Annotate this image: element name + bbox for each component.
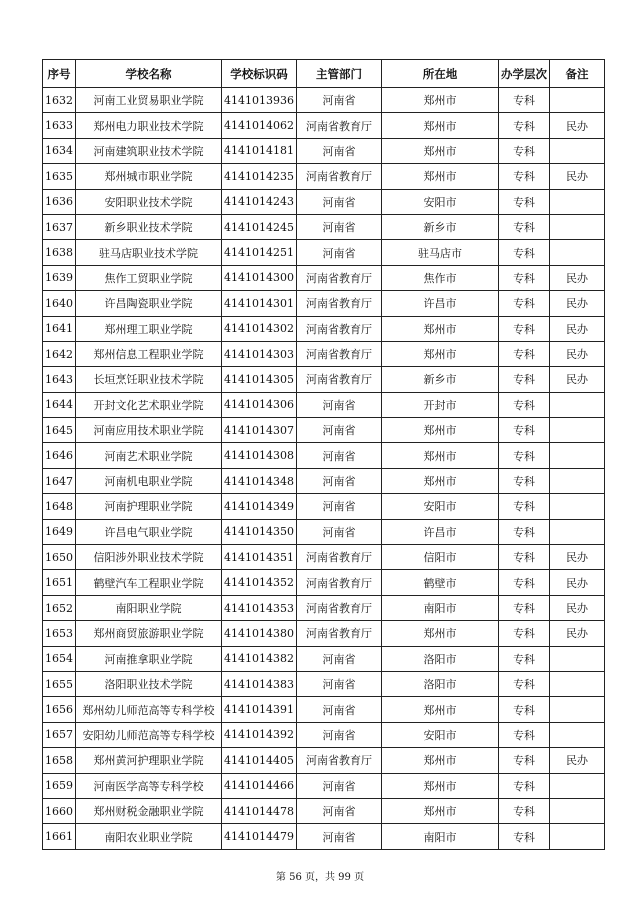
cell-department: 河南省教育厅 [297,291,382,316]
cell-school-name: 郑州幼儿师范高等专科学校 [76,697,222,722]
cell-remark: 民办 [550,341,605,366]
table-header-row [43,60,605,88]
cell-remark [550,519,605,544]
cell-level: 专科 [499,240,550,265]
cell-seq: 1636 [43,189,76,214]
table-row [43,189,605,214]
cell-seq: 1633 [43,113,76,138]
table-row [43,494,605,519]
cell-school-code: 4141014300 [222,265,297,290]
cell-school-code: 4141014383 [222,671,297,696]
table-row [43,164,605,189]
cell-school-code: 4141014466 [222,773,297,798]
cell-department: 河南省 [297,392,382,417]
cell-remark: 民办 [550,367,605,392]
table-row [43,646,605,671]
cell-seq: 1639 [43,265,76,290]
cell-department: 河南省教育厅 [297,595,382,620]
table-row [43,824,605,849]
cell-level: 专科 [499,748,550,773]
cell-school-code: 4141014380 [222,621,297,646]
cell-location: 郑州市 [382,773,499,798]
cell-remark: 民办 [550,545,605,570]
cell-seq: 1658 [43,748,76,773]
cell-school-name: 长垣烹饪职业技术学院 [76,367,222,392]
cell-remark [550,494,605,519]
cell-location: 洛阳市 [382,646,499,671]
cell-level: 专科 [499,418,550,443]
table-row [43,545,605,570]
table-row [43,392,605,417]
cell-level: 专科 [499,773,550,798]
cell-location: 郑州市 [382,164,499,189]
cell-level: 专科 [499,113,550,138]
cell-school-name: 河南应用技术职业学院 [76,418,222,443]
cell-location: 郑州市 [382,138,499,163]
table-row [43,468,605,493]
cell-seq: 1650 [43,545,76,570]
table-row [43,519,605,544]
cell-location: 许昌市 [382,291,499,316]
cell-school-code: 4141014351 [222,545,297,570]
cell-seq: 1652 [43,595,76,620]
cell-seq: 1641 [43,316,76,341]
cell-remark [550,824,605,849]
cell-remark: 民办 [550,164,605,189]
cell-remark: 民办 [550,316,605,341]
cell-location: 郑州市 [382,697,499,722]
cell-remark: 民办 [550,265,605,290]
cell-seq: 1645 [43,418,76,443]
cell-remark [550,468,605,493]
cell-department: 河南省教育厅 [297,316,382,341]
cell-remark: 民办 [550,748,605,773]
header-school-name: 学校名称 [76,60,222,88]
cell-school-code: 4141014382 [222,646,297,671]
cell-location: 安阳市 [382,189,499,214]
cell-level: 专科 [499,189,550,214]
cell-level: 专科 [499,646,550,671]
cell-school-code: 4141014348 [222,468,297,493]
cell-location: 安阳市 [382,722,499,747]
cell-level: 专科 [499,570,550,595]
header-school-code: 学校标识码 [222,60,297,88]
cell-school-name: 南阳农业职业学院 [76,824,222,849]
cell-department: 河南省 [297,671,382,696]
page-footer: 第 56 页，共 99 页 [275,872,365,883]
cell-department: 河南省教育厅 [297,621,382,646]
cell-seq: 1646 [43,443,76,468]
cell-school-name: 驻马店职业技术学院 [76,240,222,265]
cell-seq: 1647 [43,468,76,493]
cell-school-name: 信阳涉外职业技术学院 [76,545,222,570]
table-row [43,748,605,773]
table-row [43,214,605,239]
table-row [43,621,605,646]
cell-school-code: 4141014301 [222,291,297,316]
cell-location: 新乡市 [382,367,499,392]
cell-level: 专科 [499,545,550,570]
cell-seq: 1632 [43,88,76,113]
cell-seq: 1651 [43,570,76,595]
table-row [43,798,605,823]
cell-department: 河南省教育厅 [297,545,382,570]
cell-location: 鹤壁市 [382,570,499,595]
cell-school-code: 4141014306 [222,392,297,417]
cell-school-code: 4141014181 [222,138,297,163]
cell-school-code: 4141014392 [222,722,297,747]
cell-location: 安阳市 [382,494,499,519]
cell-remark [550,798,605,823]
cell-level: 专科 [499,722,550,747]
cell-school-code: 4141014235 [222,164,297,189]
cell-location: 焦作市 [382,265,499,290]
cell-department: 河南省教育厅 [297,164,382,189]
header-department: 主管部门 [297,60,382,88]
cell-location: 新乡市 [382,214,499,239]
cell-school-code: 4141014251 [222,240,297,265]
cell-school-name: 开封文化艺术职业学院 [76,392,222,417]
cell-location: 洛阳市 [382,671,499,696]
cell-seq: 1655 [43,671,76,696]
cell-school-name: 郑州商贸旅游职业学院 [76,621,222,646]
table-row [43,88,605,113]
table-row [43,341,605,366]
cell-location: 郑州市 [382,443,499,468]
cell-location: 驻马店市 [382,240,499,265]
cell-department: 河南省 [297,824,382,849]
cell-level: 专科 [499,494,550,519]
cell-school-name: 河南医学高等专科学校 [76,773,222,798]
cell-school-code: 4141014353 [222,595,297,620]
header-seq: 序号 [43,60,76,88]
cell-seq: 1656 [43,697,76,722]
cell-remark [550,418,605,443]
cell-seq: 1660 [43,798,76,823]
cell-school-code: 4141014308 [222,443,297,468]
cell-seq: 1637 [43,214,76,239]
cell-school-name: 河南机电职业学院 [76,468,222,493]
table-row [43,367,605,392]
cell-school-code: 4141014352 [222,570,297,595]
cell-level: 专科 [499,798,550,823]
table-body [43,88,605,850]
cell-department: 河南省 [297,88,382,113]
cell-department: 河南省 [297,443,382,468]
cell-school-code: 4141014303 [222,341,297,366]
cell-remark [550,189,605,214]
cell-school-name: 安阳幼儿师范高等专科学校 [76,722,222,747]
cell-school-code: 4141014305 [222,367,297,392]
cell-department: 河南省教育厅 [297,113,382,138]
cell-level: 专科 [499,367,550,392]
cell-remark [550,671,605,696]
header-remark: 备注 [550,60,605,88]
cell-seq: 1634 [43,138,76,163]
cell-school-name: 河南推拿职业学院 [76,646,222,671]
cell-department: 河南省教育厅 [297,367,382,392]
cell-remark [550,443,605,468]
cell-remark [550,214,605,239]
cell-level: 专科 [499,291,550,316]
cell-level: 专科 [499,341,550,366]
cell-department: 河南省 [297,697,382,722]
cell-location: 郑州市 [382,113,499,138]
cell-level: 专科 [499,265,550,290]
cell-level: 专科 [499,621,550,646]
cell-remark [550,392,605,417]
cell-level: 专科 [499,595,550,620]
cell-seq: 1640 [43,291,76,316]
cell-level: 专科 [499,468,550,493]
cell-remark [550,646,605,671]
cell-department: 河南省 [297,138,382,163]
cell-seq: 1635 [43,164,76,189]
cell-seq: 1659 [43,773,76,798]
cell-location: 郑州市 [382,316,499,341]
cell-remark: 民办 [550,291,605,316]
cell-remark [550,697,605,722]
table-row [43,671,605,696]
cell-level: 专科 [499,443,550,468]
table-row [43,240,605,265]
cell-school-name: 河南工业贸易职业学院 [76,88,222,113]
cell-school-code: 4141014350 [222,519,297,544]
cell-school-code: 4141014307 [222,418,297,443]
cell-remark [550,773,605,798]
cell-school-name: 郑州财税金融职业学院 [76,798,222,823]
cell-level: 专科 [499,519,550,544]
cell-location: 郑州市 [382,341,499,366]
table-row [43,418,605,443]
cell-school-name: 新乡职业技术学院 [76,214,222,239]
cell-level: 专科 [499,316,550,341]
cell-location: 郑州市 [382,798,499,823]
cell-school-name: 洛阳职业技术学院 [76,671,222,696]
cell-school-code: 4141013936 [222,88,297,113]
cell-school-code: 4141014391 [222,697,297,722]
cell-level: 专科 [499,697,550,722]
cell-seq: 1638 [43,240,76,265]
cell-level: 专科 [499,671,550,696]
cell-level: 专科 [499,824,550,849]
table-row [43,722,605,747]
table-row [43,697,605,722]
cell-school-name: 焦作工贸职业学院 [76,265,222,290]
table-row [43,291,605,316]
cell-department: 河南省 [297,646,382,671]
cell-department: 河南省教育厅 [297,265,382,290]
table-row [43,570,605,595]
cell-school-name: 郑州信息工程职业学院 [76,341,222,366]
cell-school-code: 4141014062 [222,113,297,138]
header-location: 所在地 [382,60,499,88]
cell-department: 河南省 [297,189,382,214]
cell-department: 河南省 [297,240,382,265]
cell-department: 河南省 [297,418,382,443]
cell-department: 河南省教育厅 [297,748,382,773]
cell-school-name: 许昌电气职业学院 [76,519,222,544]
cell-department: 河南省 [297,722,382,747]
cell-seq: 1654 [43,646,76,671]
cell-school-name: 河南艺术职业学院 [76,443,222,468]
cell-remark: 民办 [550,595,605,620]
cell-school-name: 河南护理职业学院 [76,494,222,519]
cell-location: 郑州市 [382,748,499,773]
cell-location: 许昌市 [382,519,499,544]
cell-level: 专科 [499,138,550,163]
table-row [43,316,605,341]
cell-remark: 民办 [550,621,605,646]
cell-location: 郑州市 [382,88,499,113]
cell-level: 专科 [499,88,550,113]
cell-level: 专科 [499,164,550,189]
cell-location: 郑州市 [382,621,499,646]
cell-school-name: 安阳职业技术学院 [76,189,222,214]
cell-remark [550,722,605,747]
table-row [43,773,605,798]
cell-department: 河南省 [297,519,382,544]
cell-school-code: 4141014245 [222,214,297,239]
cell-location: 郑州市 [382,418,499,443]
cell-location: 南阳市 [382,595,499,620]
cell-location: 郑州市 [382,468,499,493]
cell-department: 河南省 [297,773,382,798]
cell-school-name: 郑州电力职业技术学院 [76,113,222,138]
cell-department: 河南省 [297,798,382,823]
cell-school-code: 4141014478 [222,798,297,823]
table-row [43,443,605,468]
cell-seq: 1661 [43,824,76,849]
cell-school-name: 南阳职业学院 [76,595,222,620]
table-row [43,595,605,620]
cell-department: 河南省教育厅 [297,570,382,595]
cell-school-code: 4141014243 [222,189,297,214]
cell-seq: 1644 [43,392,76,417]
cell-seq: 1648 [43,494,76,519]
cell-level: 专科 [499,214,550,239]
cell-remark: 民办 [550,570,605,595]
cell-location: 信阳市 [382,545,499,570]
cell-seq: 1653 [43,621,76,646]
school-list-table [42,59,605,850]
cell-school-name: 郑州城市职业学院 [76,164,222,189]
cell-remark [550,240,605,265]
cell-remark [550,88,605,113]
cell-seq: 1642 [43,341,76,366]
table-row [43,138,605,163]
cell-seq: 1643 [43,367,76,392]
cell-school-name: 河南建筑职业技术学院 [76,138,222,163]
cell-school-code: 4141014302 [222,316,297,341]
cell-school-name: 郑州理工职业学院 [76,316,222,341]
cell-school-name: 鹤壁汽车工程职业学院 [76,570,222,595]
cell-department: 河南省教育厅 [297,341,382,366]
cell-school-name: 许昌陶瓷职业学院 [76,291,222,316]
cell-department: 河南省 [297,468,382,493]
cell-location: 南阳市 [382,824,499,849]
cell-school-code: 4141014349 [222,494,297,519]
cell-department: 河南省 [297,494,382,519]
cell-remark: 民办 [550,113,605,138]
cell-remark [550,138,605,163]
cell-seq: 1657 [43,722,76,747]
cell-location: 开封市 [382,392,499,417]
table-row [43,265,605,290]
table-row [43,113,605,138]
cell-seq: 1649 [43,519,76,544]
cell-school-code: 4141014405 [222,748,297,773]
header-level: 办学层次 [499,60,550,88]
cell-school-name: 郑州黄河护理职业学院 [76,748,222,773]
cell-level: 专科 [499,392,550,417]
cell-school-code: 4141014479 [222,824,297,849]
cell-department: 河南省 [297,214,382,239]
